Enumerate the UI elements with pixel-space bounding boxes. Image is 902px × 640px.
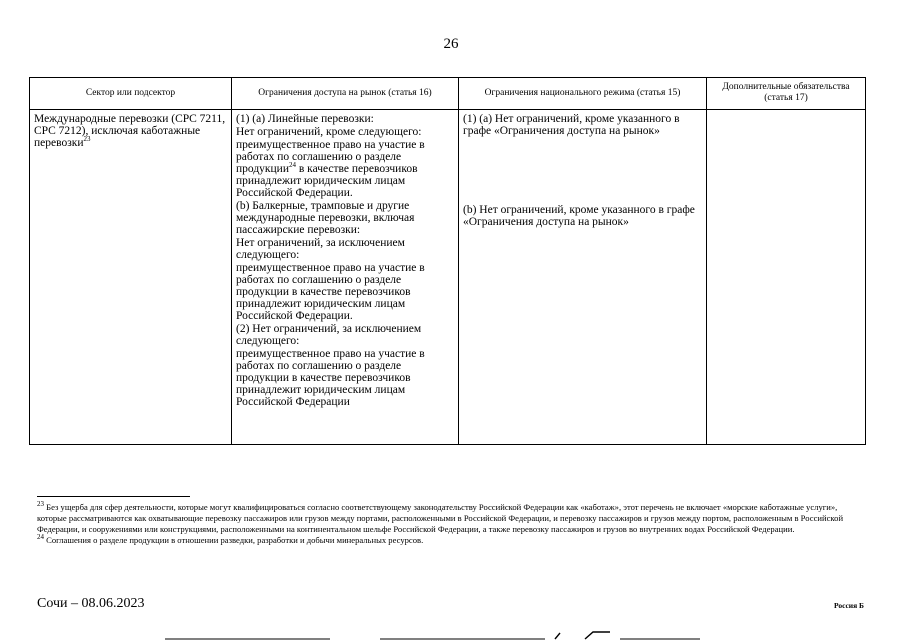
footnote-text: Без ущерба для сфер деятельности, которые могут квалифицироваться согласно соответствующему законодательству Российской Федерации как «каботаж», этот перечень не включает «морские каботажные услуги», которые рассматриваются как охватывающие перевозку пассажиров или грузов между портами, расположенными в Российской Федерации, и перевозку пассажиров и грузов между портом, расположенным в Российской Федерации, и сооружениями или конструкциями, расположенными на континентальном шельфе Российской Федерации, а также перевозку пассажиров и грузов во внутренних водах Российской Федерации.	[37, 502, 844, 534]
market-access-item: (1) (a) Линейные перевозки:	[236, 113, 374, 125]
schedule-table	[29, 77, 866, 445]
header-national-treatment: Ограничения национального режима (статья 15)	[459, 78, 707, 110]
footer-label: Россия Б	[833, 601, 864, 610]
page-number: 26	[443, 36, 459, 52]
footnote-text: Соглашения о разделе продукции в отношении разведки, разработки и добычи минеральных ресурсов.	[44, 535, 424, 545]
spacer	[463, 138, 702, 204]
market-access-item: преимущественное право на участие в работах по соглашению о разделе продукции в качестве перевозчиков принадлежит юридическим лицам Российской Федерации	[236, 348, 425, 408]
footnote-number: 23	[37, 500, 44, 509]
footnote-ref-23: 23	[83, 135, 91, 144]
footnotes	[37, 502, 867, 546]
market-access-text: преимущественное право на участие в работах по соглашению о разделе продукции	[236, 139, 425, 175]
footer-place-date: Сочи – 08.06.2023	[37, 596, 145, 611]
market-access-item: (b) Балкерные, трамповые и другие международные перевозки, включая пассажирские перевозки:	[236, 200, 415, 236]
table-header-row	[30, 78, 866, 110]
market-access-item: Нет ограничений, кроме следующего:	[236, 126, 422, 138]
national-treatment-item: (1) (a) Нет ограничений, кроме указанного в графе «Ограничения доступа на рынок»	[463, 113, 680, 137]
footnote-item	[37, 535, 867, 546]
header-additional-commitments: Дополнительные обязательства (статья 17)	[707, 78, 866, 110]
footnote-divider	[37, 496, 190, 497]
cell-sector	[30, 110, 232, 445]
market-access-item	[236, 139, 454, 199]
footnote-number: 24	[37, 533, 44, 542]
market-access-item: (2) Нет ограничений, за исключением следующего:	[236, 323, 422, 347]
market-access-item: преимущественное право на участие в работах по соглашению о разделе продукции в качестве перевозчиков принадлежит юридическим лицам Российской Федерации.	[236, 262, 425, 322]
cell-national-treatment	[459, 110, 707, 445]
cell-additional-commitments	[707, 110, 866, 445]
national-treatment-item: (b) Нет ограничений, кроме указанного в графе «Ограничения доступа на рынок»	[463, 204, 695, 228]
header-market-access: Ограничения доступа на рынок (статья 16)	[232, 78, 459, 110]
sector-text: Международные перевозки (CPC 7211, CPC 7212), исключая каботажные перевозки	[34, 113, 226, 149]
footnote-item	[37, 502, 867, 535]
header-sector: Сектор или подсектор	[30, 78, 232, 110]
footnote-ref-24: 24	[288, 161, 296, 170]
table-row	[30, 110, 866, 445]
scan-edge-marks	[0, 630, 902, 640]
cell-market-access	[232, 110, 459, 445]
market-access-item: Нет ограничений, за исключением следующего:	[236, 237, 405, 261]
market-access-text: в качестве перевозчиков принадлежит юридическим лицам Российской Федерации.	[236, 163, 418, 199]
